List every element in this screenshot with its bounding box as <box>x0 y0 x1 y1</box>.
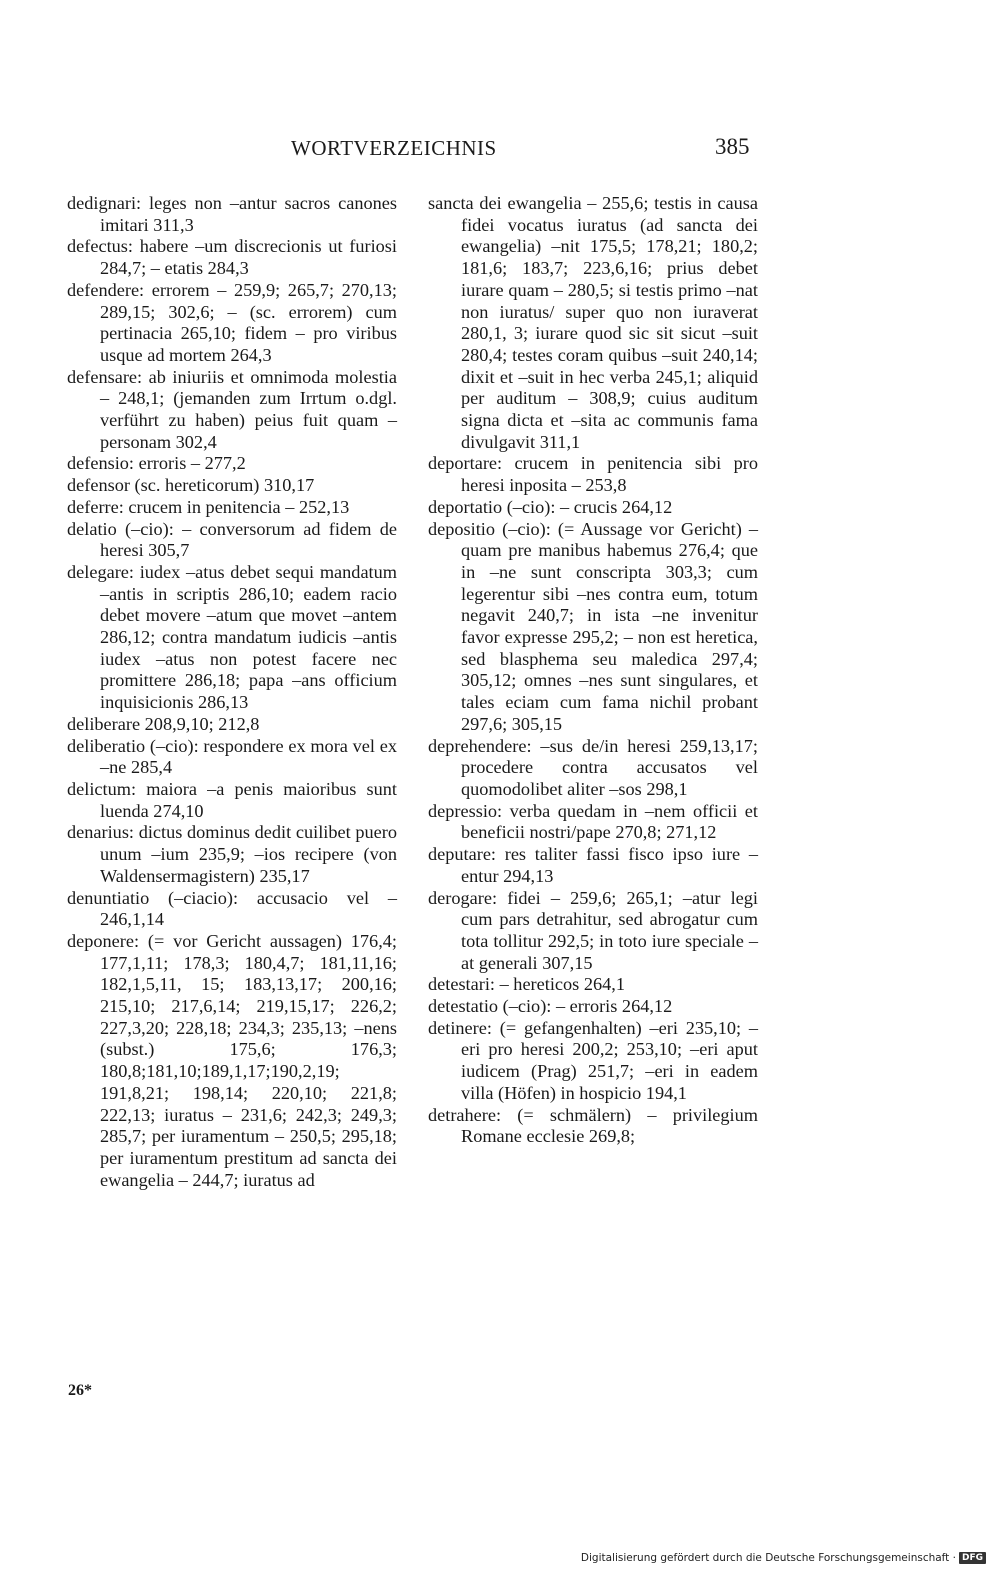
entry-text: (–cio): respondere ex mora vel ex –ne 285,4 <box>100 735 397 778</box>
index-entry-continuation <box>428 193 758 453</box>
entry-text: – hereticos 264,1 <box>499 974 625 995</box>
entry-text: crucem in penitencia sibi pro heresi inposita – 253,8 <box>461 453 758 496</box>
entry-lemma: defensare: <box>67 366 143 387</box>
entry-lemma: denarius: <box>67 822 135 843</box>
index-column-right <box>428 193 758 1148</box>
entry-text: erroris – 277,2 <box>138 453 246 474</box>
entry-lemma: detestatio <box>428 996 499 1017</box>
entry-lemma: detestari: <box>428 974 496 995</box>
entry-lemma: detinere: <box>428 1017 492 1038</box>
entry-text: sancta dei ewangelia – 255,6; testis in causa fidei vocatus iuratus (ad sancta dei ewangelia) –nit 175,5; 178,21; 180,2; 181,6; 183,7; 223,6,16; prius debet iurare quam – 280,5; si testis primo –nat non iuratus/ super quo non iuraverat 280,1, 3; iurare quod sic sit sicut –suit 280,4; testes coram quibus –suit 240,14; dixit et –suit in hec verba 245,1; aliquid per auditum – 308,9; cuius auditum signa dicta et –sita ac communis fama divulgavit 311,1 <box>428 193 758 452</box>
index-entry <box>67 236 397 279</box>
index-entry <box>67 888 397 931</box>
index-entry <box>428 996 758 1018</box>
entry-text: (–cio): (= Aussage vor Gericht) – quam pre manibus habemus 276,4; que in –ne sunt conscripta 303,3; cum legerentur sibi –nes contra eum, totum negavit 240,7; in ista –ne invenitur favor expresse 295,2; – non est heretica, sed blasphema seu maledica 297,4; 305,12; omnes –nes sunt singulares, et tales eciam cum fama nichil probant 297,6; 305,15 <box>461 518 759 734</box>
entry-lemma: depressio: <box>428 800 503 821</box>
index-entry <box>428 497 758 519</box>
signature-mark: 26* <box>68 1382 92 1399</box>
entry-text: errorem – 259,9; 265,7; 270,13; 289,15; 302,6; – (sc. errorem) cum pertinacia 265,10; fidem – pro viribus usque ad mortem 264,3 <box>100 279 397 365</box>
entry-lemma: delatio <box>67 518 117 539</box>
entry-lemma: deputare: <box>428 844 497 865</box>
entry-text: (–cio): – conversorum ad fidem de heresi 305,7 <box>100 518 397 561</box>
entry-text: maiora –a penis maioribus sunt luenda 274,10 <box>100 778 397 821</box>
index-entry <box>67 822 397 887</box>
index-entry <box>428 519 758 736</box>
entry-text: (= schmälern) – privilegium Romane ecclesie 269,8; <box>461 1104 758 1147</box>
entry-text: –sus de/in heresi 259,13,17; procedere contra accusatos vel quomodolibet aliter –sos 298,1 <box>461 735 758 799</box>
index-entry <box>428 1018 758 1105</box>
index-entry <box>428 888 758 975</box>
entry-lemma: deportare: <box>428 453 503 474</box>
index-entry <box>67 475 397 497</box>
entry-lemma: detrahere: <box>428 1104 502 1125</box>
entry-text: iudex –atus debet sequi mandatum –antis in scriptis 286,10; eadem racio debet movere –atum que movet –antem 286,12; contra mandatum iudicis –antis iudex –atus non potest facere nec promittere 286,18; papa –ans officium inquisicionis 286,13 <box>100 561 397 713</box>
index-entry <box>67 931 397 1191</box>
entry-text: fidei – 259,6; 265,1; –atur legi cum pars detrahitur, sed abrogatur cum tota tollitur 292,5; in toto iure speciale –at generali 307,15 <box>461 887 758 973</box>
entry-lemma: deportatio <box>428 496 503 517</box>
entry-lemma: delictum: <box>67 778 137 799</box>
entry-lemma: deliberatio <box>67 735 146 756</box>
entry-lemma: defendere: <box>67 279 145 300</box>
entry-lemma: denuntiatio <box>67 887 150 908</box>
digitization-footer <box>581 1552 986 1564</box>
index-entry <box>67 453 397 475</box>
index-entry <box>428 801 758 844</box>
page-number: 385 <box>715 134 750 159</box>
index-entry <box>67 367 397 454</box>
page-title: WORTVERZEICHNIS <box>291 136 497 160</box>
index-entry <box>67 779 397 822</box>
entry-text: (= gefangenhalten) –eri 235,10; –eri pro heresi 200,2; 253,10; –eri aput iudicem (Prag) 251,7; –eri in eadem villa (Höfen) in hospicio 194,1 <box>461 1017 758 1103</box>
index-entry <box>67 736 397 779</box>
index-entry <box>428 453 758 496</box>
index-entry <box>428 1105 758 1148</box>
entry-text: dictus dominus dedit cuilibet puero unum –ium 235,9; –ios recipere (von Waldensermagistern) 235,17 <box>100 822 397 886</box>
dfg-logo-icon: DFG <box>959 1552 986 1564</box>
entry-text: (= vor Gericht aussagen) 176,4; 177,1,11; 178,3; 180,4,7; 181,11,16; 182,1,5,11, 15; 183,13,17; 200,16; 215,10; 217,6,14; 219,15,17; 226,2; 227,3,20; 228,18; 234,3; 235,13; –nens (subst.) 175,6; 176,3; 180,8;181,10;189,1,17;190,2,19; 191,8,21; 198,14; 220,10; 221,8; 222,13; iuratus – 231,6; 242,3; 249,3; 285,7; per iuramentum – 250,5; 295,18; per iuramentum prestitum ad sancta dei ewangelia – 244,7; iuratus ad <box>100 930 397 1190</box>
entry-text: (sc. hereticorum) 310,17 <box>134 475 315 496</box>
index-entry <box>428 736 758 801</box>
entry-lemma: deprehendere: <box>428 735 532 756</box>
index-entry <box>67 562 397 714</box>
entry-lemma: delegare: <box>67 561 134 582</box>
entry-lemma: defensor <box>67 475 130 496</box>
index-entry <box>67 519 397 562</box>
index-entry <box>67 497 397 519</box>
index-entry <box>428 844 758 887</box>
entry-text: ab iniuriis et omnimoda molestia – 248,1; (jemanden zum Irrtum o.dgl. verführt zu haben) peius fuit quam – personam 302,4 <box>100 366 397 452</box>
index-entry <box>67 280 397 367</box>
entry-lemma: defensio: <box>67 453 135 474</box>
entry-text: (–cio): – erroris 264,12 <box>502 996 673 1017</box>
entry-lemma: dedignari: <box>67 193 142 213</box>
entry-text: (–ciacio): accusacio vel – 246,1,14 <box>100 887 397 930</box>
entry-text: leges non –antur sacros canones imitari 311,3 <box>100 193 397 235</box>
entry-text: crucem in penitencia – 252,13 <box>128 496 350 517</box>
entry-lemma: deferre: <box>67 496 124 517</box>
entry-lemma: derogare: <box>428 887 498 908</box>
entry-lemma: deponere: <box>67 930 140 951</box>
index-entry <box>67 714 397 736</box>
entry-lemma: defectus: <box>67 236 133 257</box>
entry-text: 208,9,10; 212,8 <box>144 713 260 734</box>
entry-text: habere –um discrecionis ut furiosi 284,7; – etatis 284,3 <box>100 236 398 279</box>
index-column-left <box>67 193 397 1191</box>
index-entry <box>428 974 758 996</box>
entry-text: res taliter fassi fisco ipso iure –entur 294,13 <box>461 844 758 886</box>
index-entry <box>67 193 397 236</box>
entry-lemma: deliberare <box>67 713 141 734</box>
entry-text: verba quedam in –nem officii et beneficii nostri/pape 270,8; 271,12 <box>461 800 758 843</box>
entry-text: (–cio): – crucis 264,12 <box>506 496 673 517</box>
entry-lemma: depositio <box>428 518 496 539</box>
footer-text: Digitalisierung gefördert durch die Deutsche Forschungsgemeinschaft · <box>580 1552 956 1564</box>
